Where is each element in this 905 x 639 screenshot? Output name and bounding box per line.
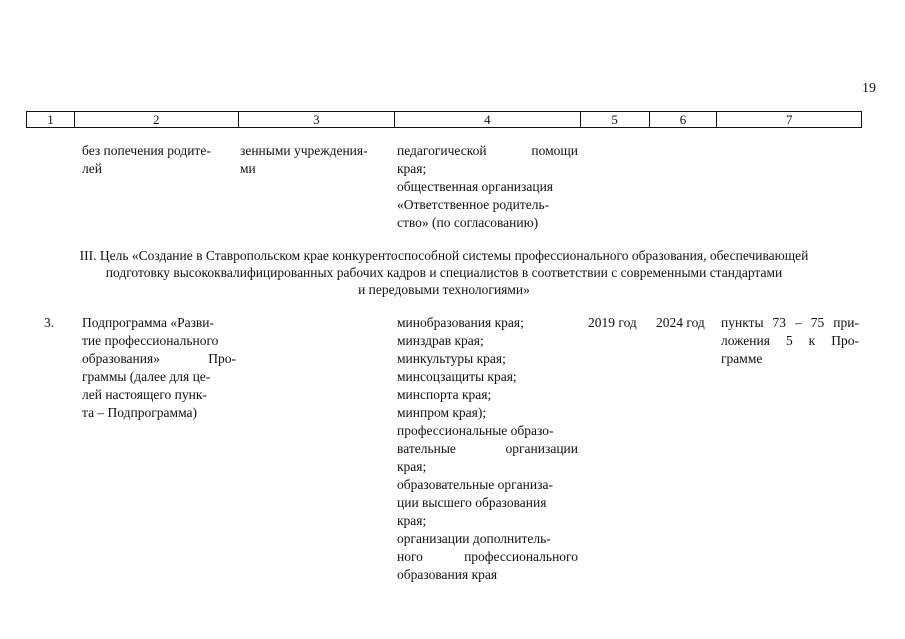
row-number: 3. xyxy=(44,315,55,330)
section-heading xyxy=(26,247,862,298)
continued-col2 xyxy=(82,142,236,178)
text-line: без попечения родите- xyxy=(82,143,211,158)
text-line: общественная организация xyxy=(397,179,554,194)
end-year: 2024 год xyxy=(656,315,705,330)
word: 73 xyxy=(772,315,787,330)
column-number-4: 4 xyxy=(395,112,581,127)
text-line: педагогической помощи xyxy=(397,143,578,158)
heading-line: и передовыми технологиями» xyxy=(358,282,530,297)
word: вательные xyxy=(397,441,456,456)
heading-line: III. Цель «Создание в Ставропольском крае конкурентоспособной системы профессионального образования, обеспечивающей xyxy=(79,248,809,263)
text-line: профессиональные образо- xyxy=(397,423,554,438)
text-line: минздрав края; xyxy=(397,333,484,348)
word: профессионального xyxy=(464,549,578,564)
text-line: минсоцзащиты края; xyxy=(397,369,517,384)
text-line: ции высшего образования xyxy=(397,495,547,510)
word: при- xyxy=(833,315,859,330)
word: 5 xyxy=(785,333,793,348)
text-line: минпром края); xyxy=(397,405,487,420)
text-line xyxy=(397,440,578,458)
text-line: края; xyxy=(397,513,427,528)
word: ного xyxy=(397,549,423,564)
word: ложения xyxy=(721,333,770,348)
text-line: та – Подпрограмма) xyxy=(82,405,198,420)
appendix-reference xyxy=(721,314,859,368)
text-line: образовательные организа- xyxy=(397,477,553,492)
text-line: минспорта края; xyxy=(397,387,492,402)
text-line xyxy=(397,548,578,566)
column-number-5: 5 xyxy=(581,112,650,127)
continued-col4 xyxy=(397,142,578,232)
word: Про- xyxy=(831,333,859,348)
column-number-7: 7 xyxy=(785,112,793,127)
column-number-3: 3 xyxy=(239,112,396,127)
text-line: края; xyxy=(397,459,427,474)
text-line: граммы (далее для це- xyxy=(82,369,211,384)
continued-col3 xyxy=(240,142,390,178)
word: пункты xyxy=(721,315,764,330)
text-line: ми xyxy=(240,161,256,176)
text-line xyxy=(721,332,859,350)
column-number-1: 1 xyxy=(27,112,75,127)
text-line: организации дополнитель- xyxy=(397,531,551,546)
text-line: минобразования края; xyxy=(397,315,524,330)
text-line: ство» (по согласованию) xyxy=(397,215,539,230)
column-number-header xyxy=(26,111,862,128)
text-line: образования» Про- xyxy=(82,351,236,366)
word: – xyxy=(795,315,802,330)
text-line: тие профессионального xyxy=(82,333,219,348)
page-number: 19 xyxy=(862,81,876,96)
text-line: лей настоящего пунк- xyxy=(82,387,207,402)
heading-line: подготовку высококвалифицированных рабочих кадров и специалистов в соответствии с современными стандартами xyxy=(105,265,783,280)
column-number-6: 6 xyxy=(650,112,718,127)
executors-list xyxy=(397,314,578,584)
text-line: «Ответственное родитель- xyxy=(397,197,550,212)
text-line: грамме xyxy=(721,351,763,366)
text-line: образования края xyxy=(397,567,498,582)
text-line: зенными учреждения- xyxy=(240,143,368,158)
text-line xyxy=(721,314,859,332)
word: организации xyxy=(505,441,578,456)
text-line: минкультуры края; xyxy=(397,351,506,366)
word: к xyxy=(808,333,816,348)
column-number-2: 2 xyxy=(75,112,239,127)
text-line: Подпрограмма «Разви- xyxy=(82,315,215,330)
subprogram-title xyxy=(82,314,236,422)
word: 75 xyxy=(810,315,825,330)
text-line: края; xyxy=(397,161,427,176)
text-line: лей xyxy=(82,161,102,176)
start-year: 2019 год xyxy=(588,315,637,330)
